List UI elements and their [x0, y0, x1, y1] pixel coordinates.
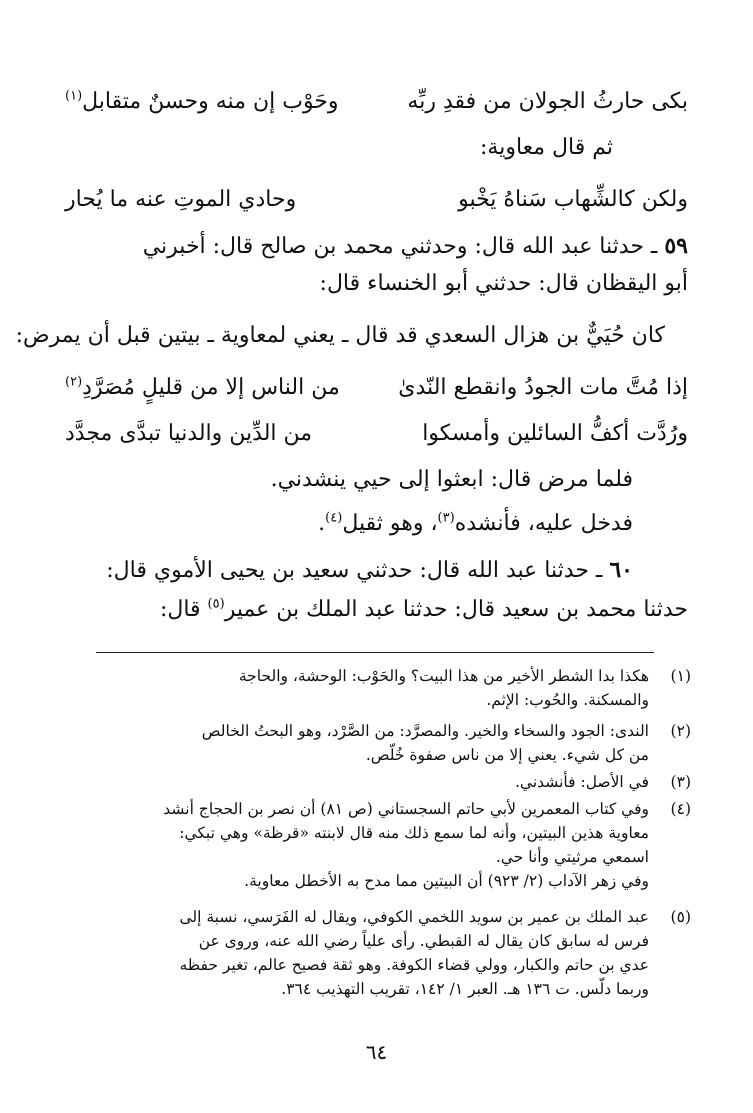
footnote-ref-3[interactable]: (٣) — [437, 510, 455, 526]
paragraph-number-60: ٦٠ — [609, 557, 633, 583]
text-line-hayy: كان حُيَيٌّ بن هزال السعدي قد قال ـ يعني لمعاوية ـ بيتين قبل أن يمرض: — [15, 323, 665, 348]
footnote-3 — [61, 770, 691, 794]
footnote-line: معاوية هذين البيتين، وأنه لما سمع ذلك منه قال لابنته «قرظة» وهي تبكي: — [179, 824, 649, 842]
text-line-illness: فلما مرض قال: ابعثوا إلى حيي ينشدني. — [270, 467, 633, 492]
verse-4-second-hemistich: من الدِّين والدنيا تبدَّى مجدَّد — [65, 421, 313, 446]
footnote-3-number: (٣) — [670, 773, 691, 791]
paragraph-59-text-a: ـ حدثنا عبد الله قال: وحدثني محمد بن صالح قال: أخبرني — [142, 234, 665, 259]
paragraph-60-text-b: حدثنا محمد بن سعيد قال: حدثنا عبد الملك بن عمير — [224, 597, 688, 622]
footnote-ref-5[interactable]: (٥) — [207, 596, 225, 612]
entered-text-b: ، وهو ثقيل — [342, 511, 438, 536]
footnote-line: وفي زهر الآداب (٢/ ٩٢٣) أن البيتين مما مدح به الأخطل معاوية. — [244, 872, 649, 890]
entered-text-c: . — [318, 511, 326, 536]
paragraph-59-line-1 — [143, 228, 688, 265]
paragraph-number-59: ٥٩ — [664, 233, 688, 259]
paragraph-60-text-c: قال: — [159, 597, 208, 622]
footnote-line: هكذا بدا الشطر الأخير من هذا البيت؟ والحَوْب: الوحشة، والحاجة — [238, 667, 649, 685]
paragraph-60-text-a: ـ حدثنا عبد الله قال: حدثني سعيد بن يحيى الأموي قال: — [106, 558, 610, 583]
footnote-5-number: (٥) — [670, 908, 691, 926]
footnote-ref-2[interactable]: (٢) — [65, 374, 83, 390]
verse-3-second-text: من الناس إلا من قليلٍ مُصَرَّدِ — [82, 375, 340, 400]
footnote-1-number: (١) — [670, 667, 691, 685]
footnote-4-body — [61, 797, 649, 893]
verse-4 — [65, 414, 688, 454]
footnote-ref-1[interactable]: (١) — [65, 88, 83, 104]
footnote-line: وربما دلَّس. ت ١٣٦ هـ. العبر ١/ ١٤٢، تقريب التهذيب ٣٦٤. — [281, 980, 649, 998]
paragraph-60-line-1 — [106, 552, 633, 589]
footnote-5 — [61, 905, 691, 1001]
paragraph-60-line-2 — [160, 592, 688, 628]
footnote-2 — [61, 719, 691, 767]
footnote-3-body — [61, 770, 649, 794]
entered-text-a: فدخل عليه، فأنشده — [454, 511, 633, 536]
verse-2-first-hemistich: ولكن كالشِّهاب سَناهُ يَخْبو — [458, 187, 688, 212]
verse-1 — [65, 82, 688, 122]
footnote-ref-4[interactable]: (٤) — [325, 510, 343, 526]
footnote-line: في الأصل: فأنشدني. — [514, 773, 649, 791]
footnote-line: وفي كتاب المعمرين لأبي حاتم السجستاني (ص ٨١) أن نصر بن الحجاج أنشد — [163, 800, 649, 818]
verse-1-first-hemistich: بكى حارثُ الجولان من فقدِ ربِّه — [407, 89, 688, 114]
text-line-entered — [318, 506, 633, 542]
footnote-1-body — [61, 664, 649, 712]
verse-2-second-hemistich: وحادي الموتِ عنه ما يُحار — [65, 187, 297, 212]
footnote-1 — [61, 664, 691, 712]
page-number: ٦٤ — [365, 1040, 388, 1064]
footnote-line: والمسكنة. والحُوب: الإثم. — [486, 691, 649, 709]
verse-4-first-hemistich: ورُدَّت أكفُّ السائلين وأمسكوا — [422, 421, 688, 446]
footnote-2-number: (٢) — [670, 722, 691, 740]
verse-3 — [65, 368, 688, 408]
verse-2 — [65, 180, 688, 220]
footnote-line: عبد الملك بن عمير بن سويد اللخمي الكوفي، ويقال له الفَرَسي، نسبة إلى — [179, 908, 649, 926]
footnote-line: من كل شيء. يعني إلا من ناس صفوة خُلَّص. — [365, 746, 649, 764]
footnote-4-number: (٤) — [670, 800, 691, 818]
footnote-5-body — [61, 905, 649, 1001]
text-line-muawiya: ثم قال معاوية: — [479, 135, 613, 160]
paragraph-59-line-2: أبو اليقظان قال: حدثني أبو الخنساء قال: — [319, 271, 688, 296]
footnote-line: عدي بن حاتم والكبار، وولي قضاء الكوفة. وهو ثقة فصيح عالم، تغير حفظه — [179, 956, 649, 974]
footnote-line: فرس له سابق كان يقال له القبطي. رأى علياً رضي الله عنه، وروى عن — [198, 932, 649, 950]
footnote-separator — [96, 652, 654, 653]
footnote-line: اسمعي مرثيتي وأنا حي. — [495, 848, 649, 866]
verse-1-second-hemistich — [65, 82, 339, 122]
verse-1-second-text: وحَوْب إن منه وحسنٌ متقابل — [82, 89, 339, 114]
verse-3-second-hemistich — [65, 368, 340, 408]
footnote-4 — [61, 797, 691, 893]
verse-3-first-hemistich: إذا مُتَّ مات الجودُ وانقطع النّدىٰ — [398, 375, 688, 400]
footnote-line: الندى: الجود والسخاء والخير. والمصرَّد: من الصَّرْد، وهو البحتُ الخالص — [201, 722, 649, 740]
footnote-2-body — [61, 719, 649, 767]
